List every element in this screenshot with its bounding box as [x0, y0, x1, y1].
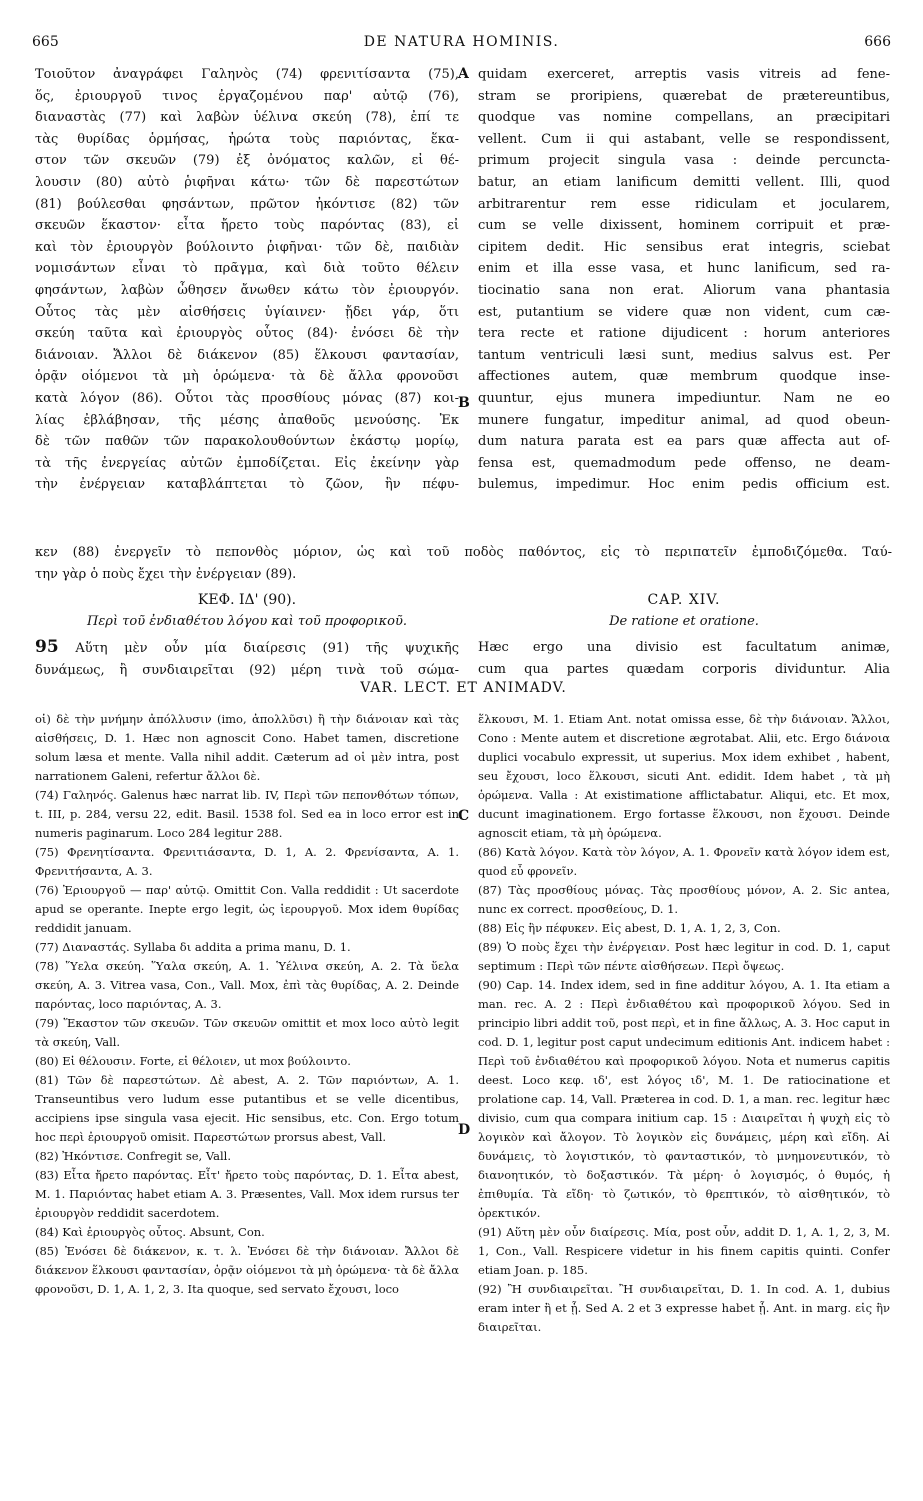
section-number: 95	[35, 637, 59, 657]
margin-marker-d: D	[458, 1122, 471, 1138]
notes-left-column	[35, 710, 459, 1299]
latin-text-line: cipitem dedit. Hic sensibus erat integris, sciebat	[478, 239, 890, 255]
greek-text-line: Τοιοῦτον ἀναγράφει Γαληνὸς (74) φρενιτίσαντα (75),	[35, 67, 459, 82]
greek-text-line: διαναστὰς (77) καὶ λαβὼν ὑέλινα σκεύη (78), ἐπί τε	[35, 110, 459, 126]
latin-text-line: primum projecit singula vasa : deinde percuncta-	[478, 153, 890, 169]
greek-text-line: φησάντων, λαβὼν ὦθησεν ἄνωθεν κάτω τὸν ἐριουργόν.	[35, 282, 459, 298]
greek-runover-text	[35, 542, 892, 585]
note-paragraph: (79) Ἕκαστον τῶν σκευῶν. Τῶν σκευῶν omittit et mox loco αὐτὸ legit τὰ σκεύη, Vall.	[35, 1016, 459, 1049]
note-paragraph: (82) Ἠκόντισε. Confregit se, Vall.	[35, 1149, 231, 1163]
note-paragraph: (81) Τῶν δὲ παρεστώτων. Δὲ abest, A. 2. Τῶν παριόντων, A. 1. Transeuntibus vero ludum esse putantibus et se velle dicentibus, accipiens ipse singula vasa ejecit. Hic sensibus, etc. Con. Ergo totum hoc περὶ ἐριουργοῦ omisit. Παρεστώτων prorsus abest, Vall.	[35, 1073, 459, 1144]
latin-text-line: stram se proripiens, quærebat de prætereuntibus,	[478, 88, 890, 104]
latin-chapter-subtitle: De ratione et oratione.	[609, 614, 759, 629]
greek-section-text	[35, 637, 459, 681]
note-paragraph: οἱ) δὲ τὴν μνήμην ἀπόλλυσιν (imo, ἀπολλῦσι) ἢ τὴν διάνοιαν καὶ τὰς αἰσθήσεις, D. 1. Hæc non agnoscit Cono. Habet tamen, discretione solum læsa et mente. Valla nihil addit. Cæterum ad οἱ μὲν intra, post narrationem Galeni, refertur ἄλλοι δὲ.	[35, 712, 459, 783]
latin-text-line: bulemus, impedimur. Hoc enim pedis officium est.	[478, 477, 890, 493]
latin-section-line: Hæc ergo una divisio est facultatum animæ,	[478, 640, 890, 655]
greek-section-line: Αὕτη μὲν οὖν μία διαίρεσις (91) τῆς ψυχικῆς	[75, 641, 459, 656]
latin-section-line: cum qua partes quædam corporis dividuntur. Alia	[478, 661, 890, 677]
latin-text-line: quuntur, ejus munera impediuntur. Nam ne eo	[478, 390, 890, 406]
latin-text-line: cum se velle dixissent, hominem corripuit et præ-	[478, 218, 890, 234]
latin-text-line: fensa est, quemadmodum pede offenso, ne deam-	[478, 455, 890, 471]
greek-text-line: ὅς, ἐριουργοῦ τινος ἐργαζομένου παρ' αὐτῷ (76),	[35, 88, 459, 104]
page-number-left: 665	[32, 34, 59, 50]
page-number-right: 666	[864, 34, 891, 50]
latin-text-line: affectiones autem, quæ membrum quodque inse-	[478, 369, 890, 385]
latin-section-text	[478, 637, 890, 680]
greek-text-line: λίας ἐβλάβησαν, τῆς μέσης ἀπαθοῦς μενούσης. Ἐκ	[35, 412, 459, 428]
latin-text-line: est, putantium se videre quæ non vident, cum cæ-	[478, 304, 890, 320]
note-paragraph: (86) Κατὰ λόγον. Κατὰ τὸν λόγον, A. 1. Φρονεῖν κατὰ λόγον idem est, quod εὖ φρονεῖν.	[478, 845, 890, 878]
note-paragraph: (90) Cap. 14. Index idem, sed in fine additur λόγου, A. 1. Ita etiam a man. rec. A. 2 : Περὶ ἐνδιαθέτου καὶ προφορικοῦ λόγου. Sed in principio libri addit τοῦ, post περὶ, et in fine ἄλλως, A. 3. Hoc caput in cod. D. 1, legitur post caput undecimum editionis Ant. indicem habet : Περὶ τοῦ ἐνδιαθέτου καὶ προφορικοῦ λόγου. Nota et numerus capitis deest. Loco κεφ. ιδ', est λόγος ιδ', M. 1. De ratiocinatione et prolatione cap. 14, Vall. Præterea in cod. D. 1, a man. rec. legitur hæc divisio, cum qua compara initium cap. 15 : Διαιρεῖται ἡ ψυχὴ εἰς τὸ λογικὸν καὶ ἄλογον. Τὸ λογικὸν εἰς δυνάμεις, μέρη καὶ εἴδη. Αἱ δυνάμεις, τὸ λογιστικόν, τὸ φανταστικόν, τὸ μνημονευτικόν, τὸ διανοητικόν, τὸ δοξαστικόν. Τὰ μέρη· ὁ λογισμός, ὁ θυμός, ἡ ἐπιθυμία. Τὰ εἴδη· τὸ ζωτικόν, τὸ θρεπτικόν, τὸ αἰσθητικόν, τὸ ὀρεκτικόν.	[478, 978, 890, 1220]
greek-chapter-heading: ΚΕΦ. ΙΔ' (90).	[197, 592, 297, 608]
greek-text-line: καὶ τὸν ἐριουργὸν βούλοιντο ῥιφῆναι· τῶν δὲ, παιδιὰν	[35, 239, 459, 255]
note-paragraph: ἕλκουσι, M. 1. Etiam Ant. notat omissa esse, δὲ τὴν διάνοιαν. Ἄλλοι, Cono : Mente autem et discretione ægrotabat. Alii, etc. Ergo διάνοια duplici vocabulo expressit, ut superius. Mox idem exhibet , habent, seu ἔχουσι, loco ἕλκουσι, sicuti Ant. edidit. Idem habet , τὰ μὴ ὁρώμενα. Valla : At existimatione afflictabatur. Aliqui, etc. Et mox, ducunt imaginationem. Ergo fortasse ἕλκουσι, non ἔχουσι. Deinde agnoscit etiam, τὰ μὴ ὁρώμενα.	[478, 712, 890, 840]
greek-text-line: δὲ τῶν παθῶν τῶν παρακολουθούντων ἑκάστῳ μορίῳ,	[35, 434, 459, 450]
note-paragraph: (80) Εἰ θέλουσιν. Forte, εἰ θέλοιεν, ut mox βούλοιντο.	[35, 1054, 351, 1068]
margin-marker-b: B	[458, 395, 470, 411]
note-paragraph: (85) Ἐνόσει δὲ διάκενον, κ. τ. λ. Ἐνόσει δὲ τὴν διάνοιαν. Ἄλλοι δὲ διάκενον ἕλκουσι φαντασίαν, ὁρᾷν οἰόμενοι τὰ μὴ ὁρώμενα· τὰ δὲ ἄλλα φρονοῦσι, D. 1, A. 1, 2, 3. Ita quoque, sed servato ἔχουσι, loco	[35, 1244, 459, 1296]
latin-text-line: tera recte et ratione dijudicent : horum anteriores	[478, 326, 890, 342]
note-paragraph: (75) Φρενητίσαντα. Φρενιτιάσαντα, D. 1, A. 2. Φρενίσαντα, A. 1. Φρενιτήσαντα, A. 3.	[35, 845, 459, 878]
greek-text-line: Οὗτος τὰς μὲν αἰσθήσεις ὑγίαινεν· ᾔδει γάρ, ὅτι	[35, 304, 459, 320]
greek-text-column	[35, 64, 459, 496]
latin-text-line: vellent. Cum ii qui astabant, velle se respondissent,	[478, 131, 890, 147]
note-paragraph: (84) Καὶ ἐριουργὸς οὗτος. Absunt, Con.	[35, 1225, 265, 1239]
note-paragraph: (76) Ἐριουργοῦ — παρ' αὐτῷ. Omittit Con. Valla reddidit : Ut sacerdote apud se operante. Inepte ergo legit, ὡς ἱερουργοῦ. Mox idem θυρίδας reddidit januam.	[35, 883, 459, 935]
note-paragraph: (77) Διαναστάς. Syllaba δι addita a prima manu, D. 1.	[35, 940, 351, 954]
margin-marker-c: C	[458, 808, 470, 824]
greek-section-line: δυνάμεως, ἢ συνδιαιρεῖται (92) μέρη τινὰ τοῦ σώμα-	[35, 662, 459, 678]
margin-marker-a: A	[458, 66, 469, 82]
greek-text-line: νομισάντων εἶναι τὸ πρᾶγμα, καὶ διὰ τοῦτο θέλειν	[35, 261, 459, 277]
greek-runover-line: την γὰρ ὁ ποὺς ἔχει τὴν ἐνέργειαν (89).	[35, 566, 297, 582]
greek-text-line: στον τῶν σκευῶν (79) ἐξ ὀνόματος καλῶν, εἰ θέ-	[35, 153, 459, 169]
note-paragraph: (92) Ἢ συνδιαιρεῖται. Ἢ συνδιαιρεῖται, D. 1. In cod. A. 1, dubius eram inter ἢ et ᾗ. Sed A. 2 et 3 expresse habet ᾗ. Ant. in marg. εἰς ἣν διαιρεῖται.	[478, 1282, 890, 1334]
latin-text-line: dum natura parata est ea pars quæ affecta aut of-	[478, 434, 890, 450]
running-header	[28, 34, 895, 54]
greek-text-line: κατὰ λόγον (86). Οὗτοι τὰς προσθίους μόνας (87) κοι-	[35, 390, 459, 406]
greek-runover-line: κεν (88) ἐνεργεῖν τὸ πεπονθὸς μόριον, ὡς καὶ τοῦ ποδὸς παθόντος, εἰς τὸ περιπατεῖν ἐμποδιζόμεθα. Ταύ-	[35, 545, 892, 560]
greek-chapter-subtitle: Περὶ τοῦ ἐνδιαθέτου λόγου καὶ τοῦ προφορικοῦ.	[86, 614, 408, 629]
running-title: DE NATURA HOMINIS.	[363, 34, 560, 50]
latin-text-column	[478, 64, 890, 496]
variant-readings-heading: VAR. LECT. ET ANIMADV.	[360, 680, 567, 696]
greek-text-line: λουσιν (80) αὐτὸ ῥιφῆναι κάτω· τῶν δὲ παρεστώτων	[35, 174, 459, 190]
greek-text-line: ὁρᾷν οἰόμενοι τὰ μὴ ὁρώμενα· τὰ δὲ ἄλλα φρονοῦσι	[35, 369, 459, 385]
note-paragraph: (78) Ὕελα σκεύη. Ὕαλα σκεύη, A. 1. Ὑέλινα σκεύη, A. 2. Τὰ ὕελα σκεύη, A. 3. Vitrea vasa, Con., Vall. Mox, ἐπὶ τὰς θυρίδας, A. 2. Deinde παρόντας, loco παριόντας, A. 3.	[35, 959, 459, 1011]
greek-text-line: σκευῶν ἕκαστον· εἶτα ἤρετο τοὺς παρόντας (83), εἰ	[35, 218, 459, 234]
latin-text-line: quidam exerceret, arreptis vasis vitreis ad fene-	[478, 67, 890, 82]
greek-text-line: τὴν ἐνέργειαν καταβλάπτεται τὸ ζῶον, ἣν πέφυ-	[35, 477, 459, 493]
greek-text-line: τὰ τῆς ἐνεργείας αὐτῶν ἐμποδίζεται. Εἰς ἐκείνην γὰρ	[35, 455, 459, 471]
note-paragraph: (74) Γαληνός. Galenus hæc narrat lib. IV, Περὶ τῶν πεπονθότων τόπων, t. III, p. 284, versu 22, edit. Basil. 1538 fol. Sed ea in loco error est in numeris paginarum. Loco 284 legitur 288.	[35, 788, 459, 840]
note-paragraph: (91) Αὕτη μὲν οὖν διαίρεσις. Μία, post οὖν, addit D. 1, A. 1, 2, 3, M. 1, Con., Vall. Respicere videtur in his finem capitis quinti. Confer etiam Joan. p. 185.	[478, 1225, 890, 1277]
latin-chapter-heading: CAP. XIV.	[647, 592, 721, 608]
latin-text-line: tiocinatio sana non erat. Aliorum vana phantasia	[478, 282, 890, 298]
note-paragraph: (83) Εἶτα ἤρετο παρόντας. Εἶτ' ἤρετο τοὺς παρόντας, D. 1. Εἶτα abest, M. 1. Παριόντας habet etiam A. 3. Præsentes, Vall. Mox idem rursus ter ἐριουργὸν reddidit sacerdotem.	[35, 1168, 459, 1220]
note-paragraph: (87) Τὰς προσθίους μόνας. Τὰς προσθίους μόνον, A. 2. Sic antea, nunc ex correct. προσθείους, D. 1.	[478, 883, 890, 916]
note-paragraph: (89) Ὁ ποὺς ἔχει τὴν ἐνέργειαν. Post hæc legitur in cod. D. 1, caput septimum : Περὶ τῶν πέντε αἰσθήσεων. Περὶ ὄψεως.	[478, 940, 890, 973]
greek-text-line: (81) βούλεσθαι φησάντων, πρῶτον ἠκόντισε (82) τῶν	[35, 196, 459, 212]
greek-text-line: σκεύη ταῦτα καὶ ἐριουργὸς οὗτος (84)· ἐνόσει δὲ τὴν	[35, 326, 459, 342]
note-paragraph: (88) Εἰς ἣν πέφυκεν. Εἰς abest, D. 1, A. 1, 2, 3, Con.	[478, 921, 781, 935]
latin-text-line: enim et illa esse vasa, et hunc lanificum, sed ra-	[478, 261, 890, 277]
latin-text-line: munere fungatur, impeditur animal, ad quod obeun-	[478, 412, 890, 428]
notes-right-column	[478, 710, 890, 1337]
latin-text-line: arbitrarentur rem esse ridiculam et jocularem,	[478, 196, 890, 212]
greek-text-line: τὰς θυρίδας ὁρμήσας, ἠρώτα τοὺς παριόντας, ἕκα-	[35, 131, 459, 147]
latin-text-line: tantum ventriculi læsi sunt, medius salvus est. Per	[478, 347, 890, 363]
greek-text-line: διάνοιαν. Ἄλλοι δὲ διάκενον (85) ἕλκουσι φαντασίαν,	[35, 347, 459, 363]
latin-text-line: batur, an etiam lanificum demitti vellent. Illi, quod	[478, 174, 890, 190]
latin-text-line: quodque vas nomine compellans, an præcipitari	[478, 110, 890, 126]
